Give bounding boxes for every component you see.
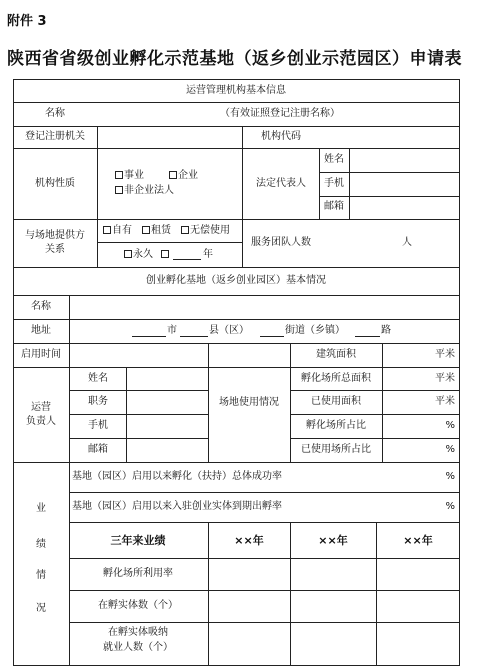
incubating-entities-label: 在孵实体数（个）	[98, 600, 178, 611]
used-area-label: 已使用面积	[311, 396, 361, 407]
checkbox-icon	[142, 226, 150, 234]
base-address-label: 地址	[31, 325, 51, 336]
registration-authority-label: 登记注册机关	[25, 131, 85, 142]
employment-absorbed-label-1: 在孵实体吸纳	[108, 627, 168, 638]
venue-term-years[interactable]	[161, 249, 170, 261]
used-ratio-unit: %	[445, 444, 455, 455]
manager-name-label: 姓名	[88, 373, 108, 384]
address-street: 街道（乡镇）	[285, 325, 345, 336]
base-name-label: 名称	[31, 301, 51, 312]
manager-title-label: 职务	[88, 396, 108, 407]
checkbox-icon	[103, 226, 111, 234]
operator-name-label: 名称	[45, 108, 65, 119]
incubation-area-unit: 平米	[435, 373, 455, 384]
performance-char-2: 绩	[36, 539, 46, 550]
legal-rep-email-label: 邮箱	[324, 201, 344, 212]
checkbox-icon	[115, 186, 123, 194]
legal-rep-name-label: 姓名	[324, 154, 344, 165]
manager-email-label: 邮箱	[88, 444, 108, 455]
checkbox-icon	[181, 226, 189, 234]
success-rate-label: 基地（园区）启用以来孵化（扶持）总体成功率	[72, 471, 282, 482]
nature-option-non-enterprise[interactable]: 非企业法人	[115, 185, 174, 197]
graduation-rate-label: 基地（园区）启用以来入驻创业实体到期出孵率	[72, 501, 282, 512]
venue-term-years-unit: 年	[203, 249, 213, 260]
service-team-label: 服务团队人数	[251, 237, 311, 248]
address-city: 市	[167, 325, 177, 336]
used-ratio-label: 已使用场所占比	[301, 444, 371, 455]
year-header-1: ××年	[234, 534, 264, 547]
performance-char-1: 业	[36, 503, 46, 514]
operator-name-hint: （有效证照登记注册名称）	[220, 108, 340, 119]
performance-char-4: 况	[36, 603, 46, 614]
legal-rep-phone-label: 手机	[324, 178, 344, 189]
graduation-rate-unit: %	[445, 501, 455, 512]
section-operator-title: 运营管理机构基本信息	[186, 85, 286, 96]
success-rate-unit: %	[445, 471, 455, 482]
used-area-unit: 平米	[435, 396, 455, 407]
building-area-unit: 平米	[435, 349, 455, 360]
start-time-label: 启用时间	[21, 349, 61, 360]
employment-absorbed-label-2: 就业人数（个）	[103, 642, 173, 653]
address-county: 县（区）	[209, 325, 249, 336]
service-team-unit: 人	[402, 237, 412, 248]
venue-relation-label-1: 与场地提供方	[25, 230, 85, 241]
year-header-2: ××年	[318, 534, 348, 547]
incubation-area-label: 孵化场所总面积	[301, 373, 371, 384]
org-code-label: 机构代码	[261, 131, 301, 142]
incubation-ratio-unit: %	[445, 420, 455, 431]
application-form-table	[13, 79, 460, 666]
site-usage-label: 场地使用情况	[219, 397, 279, 408]
org-nature-label: 机构性质	[35, 178, 75, 189]
three-year-performance-header: 三年来业绩	[110, 534, 166, 547]
checkbox-icon	[161, 250, 169, 258]
year-header-3: ××年	[403, 534, 433, 547]
venue-term-permanent[interactable]: 永久	[124, 249, 153, 261]
checkbox-icon	[169, 171, 177, 179]
manager-label-1: 运营	[31, 402, 51, 413]
incubation-ratio-label: 孵化场所占比	[306, 420, 366, 431]
address-road: 路	[381, 325, 391, 336]
checkbox-icon	[115, 171, 123, 179]
venue-relation-label-2: 关系	[45, 244, 65, 255]
section-base-title: 创业孵化基地（返乡创业园区）基本情况	[146, 275, 326, 286]
utilization-rate-label: 孵化场所利用率	[103, 568, 173, 579]
checkbox-icon	[124, 250, 132, 258]
manager-phone-label: 手机	[88, 420, 108, 431]
building-area-label: 建筑面积	[316, 349, 356, 360]
manager-label-2: 负责人	[26, 416, 56, 427]
nature-option-public[interactable]: 事业	[115, 170, 144, 182]
document-title: 陕西省省级创业孵化示范基地（返乡创业示范园区）申请表	[7, 49, 462, 69]
performance-char-3: 情	[36, 570, 46, 581]
venue-option-free[interactable]: 无偿使用	[181, 225, 230, 237]
venue-option-lease[interactable]: 租赁	[142, 225, 171, 237]
venue-option-owned[interactable]: 自有	[103, 225, 132, 237]
legal-rep-label: 法定代表人	[256, 178, 306, 189]
nature-option-enterprise[interactable]: 企业	[169, 170, 198, 182]
attachment-label: 附件 3	[7, 14, 47, 29]
